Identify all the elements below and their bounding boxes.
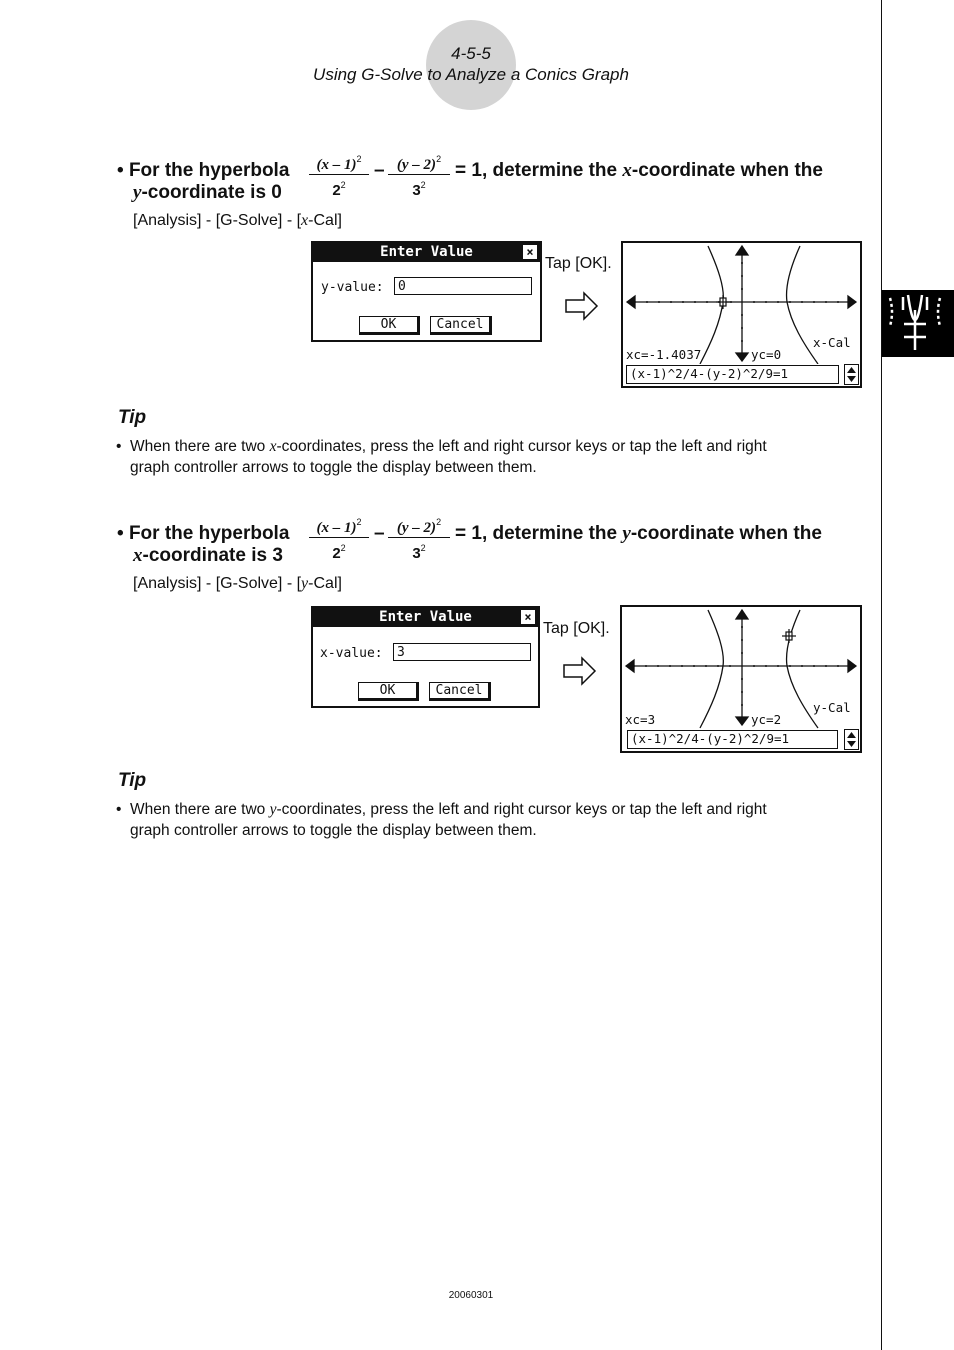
formula-field[interactable]: (x-1)^2/4-(y-2)^2/9=1 (626, 365, 839, 384)
tip-text-part: -coordinates, press the left and right cursor keys or tap the left and right (276, 438, 767, 455)
tap-instruction: Tap [OK]. (543, 620, 610, 637)
heading-lead: For the hyperbola (128, 160, 290, 181)
dialog-title: Enter Value (380, 244, 473, 260)
fraction-x (309, 513, 369, 564)
exponent: 2 (356, 517, 362, 527)
input-label: x-value: (320, 646, 383, 661)
exponent: 2 (436, 154, 442, 164)
heading-var: x (622, 160, 632, 181)
conics-icon (882, 290, 954, 357)
cancel-button[interactable]: Cancel (429, 682, 491, 701)
exponent: 2 (420, 180, 426, 190)
menu-text: [Analysis] - [G-Solve] - [ (133, 575, 302, 592)
tip-var: x (269, 438, 277, 455)
x-coordinate-readout: xc=3 (625, 712, 656, 727)
tip-title: Tip (118, 770, 147, 791)
fraction-x (309, 150, 369, 201)
x-value-input[interactable]: 3 (393, 643, 531, 661)
example2-heading (117, 523, 289, 545)
tip-text-line2: graph controller arrows to toggle the display between them. (130, 459, 537, 476)
bullet: • (117, 523, 124, 544)
menu-var: y (301, 575, 309, 592)
fraction-denominator: 3 (412, 545, 421, 562)
minus-sign: – (374, 160, 385, 181)
right-arrow-icon (564, 291, 600, 321)
tip-text (130, 436, 870, 478)
fraction-numerator: (x – 1) (316, 157, 357, 173)
exponent: 2 (340, 180, 346, 190)
close-icon[interactable]: × (520, 609, 536, 625)
fraction-numerator: (y – 2) (396, 157, 437, 173)
minus-sign: – (374, 523, 385, 544)
example1-heading (117, 160, 289, 182)
dialog-title-bar (313, 243, 540, 262)
right-arrow-icon (562, 656, 598, 686)
page-title: Using G-Solve to Analyze a Conics Graph (313, 65, 629, 84)
menu-path (133, 575, 342, 593)
tip-text (130, 799, 870, 841)
tip-bullet: • (116, 801, 122, 818)
footer-code: 20060301 (448, 1290, 494, 1301)
menu-text: -Cal] (308, 212, 342, 229)
exponent: 2 (356, 154, 362, 164)
page-number: 4-5-5 (451, 44, 491, 63)
enter-value-dialog (311, 241, 542, 342)
tip-var: y (269, 801, 277, 818)
fraction-numerator: (x – 1) (316, 520, 357, 536)
graph-screen (620, 605, 862, 753)
heading-text: -coordinate when the (630, 523, 822, 544)
menu-var: x (301, 212, 309, 229)
fraction-numerator: (y – 2) (396, 520, 437, 536)
exponent: 2 (436, 517, 442, 527)
y-coordinate-readout: yc=0 (751, 347, 782, 362)
fraction-denominator: 2 (332, 182, 341, 199)
scroll-updown-icon[interactable] (844, 729, 859, 750)
enter-value-dialog (311, 606, 540, 708)
dialog-title-bar (313, 608, 538, 627)
menu-path (133, 212, 342, 230)
graph-screen (621, 241, 862, 388)
heading-text: = 1, determine the (455, 523, 618, 544)
menu-text: [Analysis] - [G-Solve] - [ (133, 212, 302, 229)
x-coordinate-readout: xc=-1.4037 (626, 347, 702, 362)
tip-text-part: When there are two (130, 801, 266, 818)
ok-button[interactable]: OK (359, 316, 420, 335)
menu-text: -Cal] (308, 575, 342, 592)
exponent: 2 (420, 543, 426, 553)
input-label: y-value: (321, 280, 384, 295)
heading-var: y (622, 523, 631, 544)
margin-rule (881, 0, 882, 1350)
exponent: 2 (340, 543, 346, 553)
heading-line2 (133, 182, 282, 204)
close-icon[interactable]: × (522, 244, 538, 260)
y-value-input[interactable]: 0 (394, 277, 532, 295)
tip-bullet: • (116, 438, 122, 455)
dialog-title: Enter Value (379, 609, 472, 625)
y-coordinate-readout: yc=2 (751, 712, 782, 727)
heading-var: y (133, 182, 142, 203)
cursor-icon (782, 629, 796, 643)
cal-label: y-Cal (813, 700, 851, 715)
ok-button[interactable]: OK (358, 682, 419, 701)
heading-text: -coordinate is 3 (142, 545, 283, 566)
cancel-button[interactable]: Cancel (430, 316, 492, 335)
heading-var: x (133, 545, 143, 566)
heading-lead: For the hyperbola (128, 523, 290, 544)
heading-rest (455, 160, 823, 182)
bullet: • (117, 160, 124, 181)
scroll-updown-icon[interactable] (844, 364, 859, 385)
heading-text: -coordinate when the (631, 160, 823, 181)
heading-rest (455, 523, 822, 545)
chapter-tab (882, 290, 954, 357)
tap-instruction: Tap [OK]. (545, 255, 612, 272)
fraction-denominator: 3 (412, 182, 421, 199)
cal-label: x-Cal (813, 335, 851, 350)
heading-text: -coordinate is 0 (141, 182, 282, 203)
tip-text-part: When there are two (130, 438, 266, 455)
heading-line2 (133, 545, 283, 567)
tip-text-line2: graph controller arrows to toggle the display between them. (130, 822, 537, 839)
tip-title: Tip (118, 407, 147, 428)
fraction-denominator: 2 (332, 545, 341, 562)
fraction-y (388, 513, 450, 564)
heading-text: = 1, determine the (455, 160, 618, 181)
cursor-icon (716, 295, 730, 309)
formula-field[interactable]: (x-1)^2/4-(y-2)^2/9=1 (627, 730, 838, 749)
fraction-y (388, 150, 450, 201)
tip-text-part: -coordinates, press the left and right cursor keys or tap the left and right (276, 801, 767, 818)
